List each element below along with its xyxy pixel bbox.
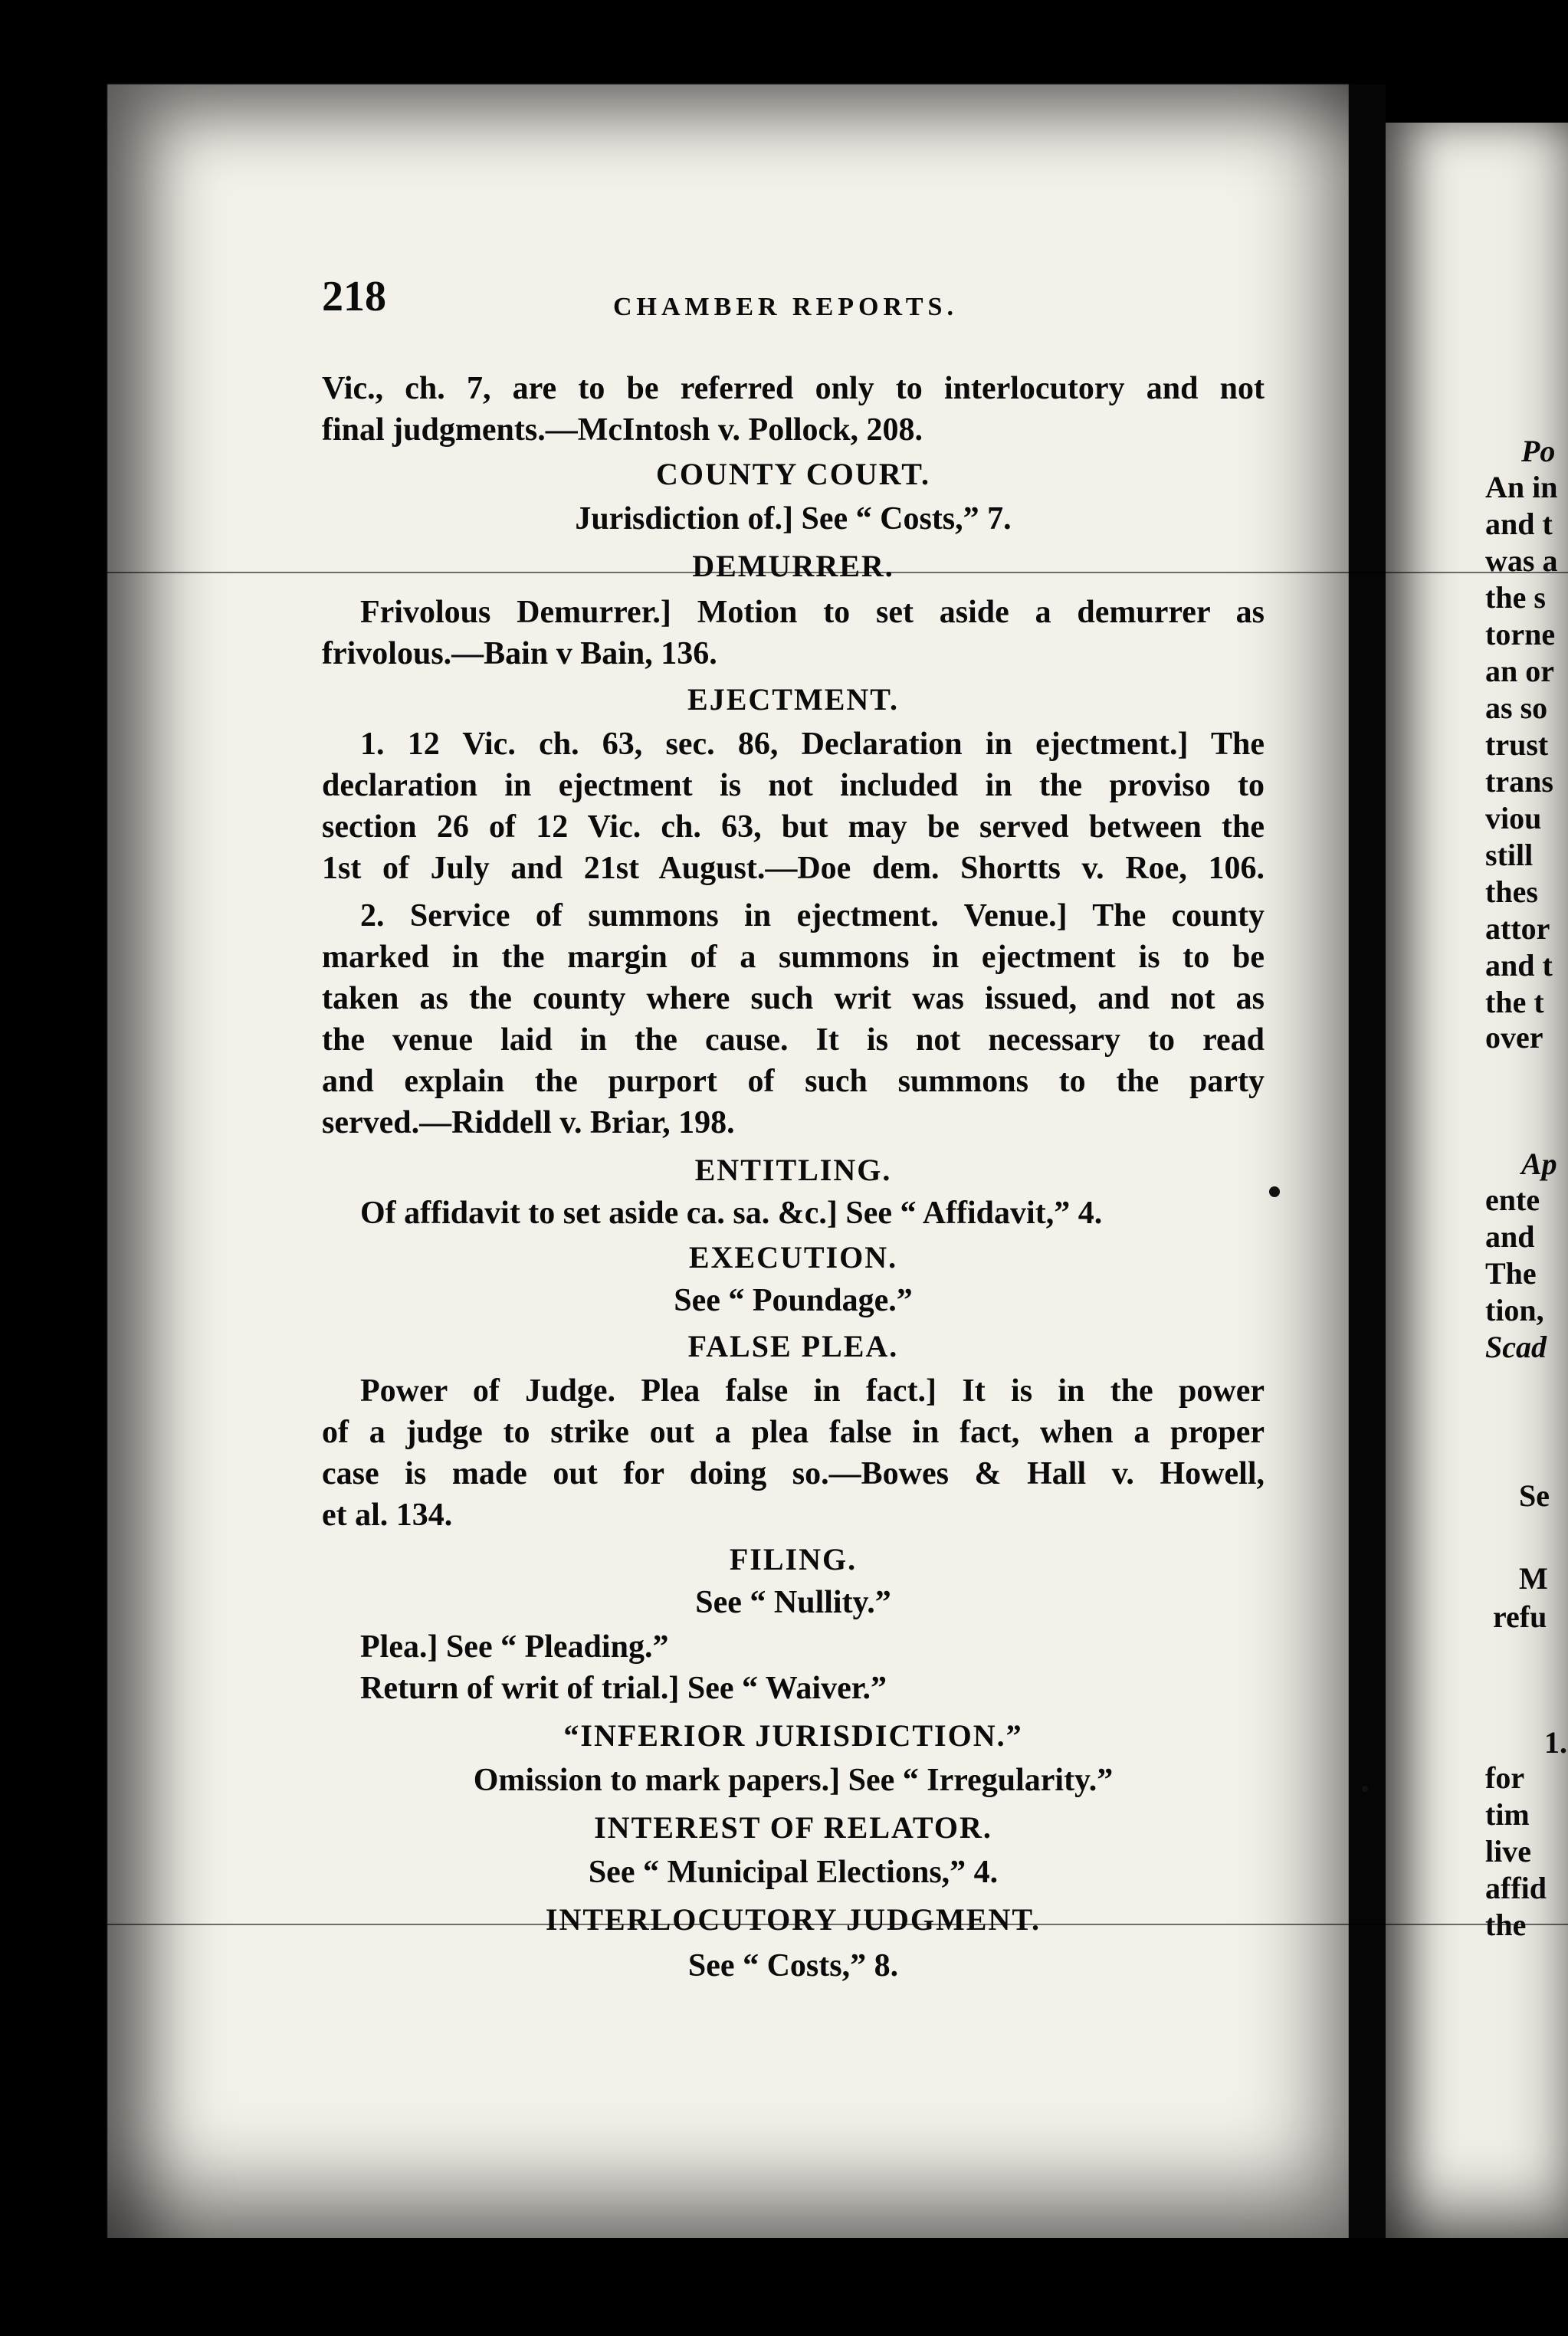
- right-page-line-fragment: refu: [1493, 1599, 1547, 1634]
- text-line: marked in the margin of a summons in ejectment is to be: [322, 940, 1265, 975]
- text-line: Omission to mark papers.] See “ Irregularity.”: [473, 1763, 1114, 1798]
- right-page-line-fragment: an or: [1485, 654, 1554, 688]
- right-page-line-fragment: tim: [1485, 1797, 1530, 1832]
- right-page-line-fragment: and t: [1485, 948, 1553, 983]
- right-page-line-fragment: trans: [1485, 764, 1553, 799]
- text-line: Plea.] See “ Pleading.”: [360, 1629, 669, 1665]
- right-page-line-fragment: Po: [1521, 434, 1556, 468]
- text-line: 1. 12 Vic. ch. 63, sec. 86, Declaration in ejectment.] The: [360, 727, 1265, 762]
- text-line: taken as the county where such writ was issued, and not as: [322, 981, 1265, 1016]
- right-page-line-fragment: for: [1485, 1760, 1525, 1795]
- text-line: Power of Judge. Plea false in fact.] It is in the power: [360, 1373, 1265, 1409]
- right-page-line-fragment: affid: [1485, 1871, 1547, 1905]
- text-line: Return of writ of trial.] See “ Waiver.”: [360, 1671, 887, 1706]
- section-heading: DEMURRER.: [692, 549, 894, 583]
- right-page-line-fragment: over: [1485, 1020, 1543, 1055]
- text-line: and explain the purport of such summons to the party: [322, 1064, 1265, 1099]
- text-line: declaration in ejectment is not included in the proviso to: [322, 768, 1265, 803]
- text-line: section 26 of 12 Vic. ch. 63, but may be served between the: [322, 809, 1265, 845]
- scan-border-top: [0, 0, 1568, 92]
- right-page-line-fragment: the s: [1485, 580, 1546, 615]
- right-page-line-fragment: the t: [1485, 985, 1544, 1019]
- section-heading: EJECTMENT.: [687, 682, 899, 717]
- right-page-line-fragment: and: [1485, 1219, 1535, 1254]
- text-line: case is made out for doing so.—Bowes & Hall v. Howell,: [322, 1456, 1265, 1491]
- text-line: of a judge to strike out a plea false in fact, when a proper: [322, 1415, 1265, 1450]
- text-line: et al. 134.: [322, 1498, 453, 1533]
- ink-speck: [1269, 1186, 1280, 1197]
- section-heading: ENTITLING.: [694, 1153, 892, 1187]
- text-line: Vic., ch. 7, are to be referred only to interlocutory and not: [322, 371, 1265, 406]
- right-page-line-fragment: M: [1519, 1561, 1548, 1596]
- page-number: 218: [322, 273, 386, 320]
- text-line: See “ Costs,” 8.: [687, 1948, 899, 1983]
- right-page-line-fragment: viou: [1485, 801, 1542, 835]
- text-line: served.—Riddell v. Briar, 198.: [322, 1105, 735, 1140]
- text-line: See “ Poundage.”: [674, 1283, 913, 1318]
- right-page-line-fragment: 1.: [1544, 1725, 1567, 1760]
- section-heading: INTEREST OF RELATOR.: [594, 1810, 992, 1845]
- text-line: Jurisdiction of.] See “ Costs,” 7.: [575, 501, 1012, 536]
- section-heading: “INFERIOR JURISDICTION.”: [563, 1718, 1023, 1753]
- right-page-line-fragment: live: [1485, 1834, 1531, 1868]
- text-line: the venue laid in the cause. It is not necessary to read: [322, 1022, 1265, 1058]
- right-page-line-fragment: still: [1485, 838, 1534, 872]
- section-heading: INTERLOCUTORY JUDGMENT.: [545, 1902, 1042, 1937]
- section-heading: COUNTY COURT.: [656, 457, 930, 491]
- text-line: final judgments.—McIntosh v. Pollock, 208.: [322, 412, 923, 448]
- right-page-line-fragment: was a: [1485, 543, 1558, 578]
- right-page-line-fragment: the: [1485, 1908, 1527, 1942]
- right-page-line-fragment: An in: [1485, 470, 1558, 504]
- scan-border-left: [0, 0, 107, 2336]
- right-page-line-fragment: Scad: [1485, 1330, 1547, 1364]
- right-page-line-fragment: thes: [1485, 874, 1538, 909]
- right-page-line-fragment: tion,: [1485, 1293, 1544, 1327]
- text-line: frivolous.—Bain v Bain, 136.: [322, 636, 717, 671]
- right-page-line-fragment: as so: [1485, 691, 1548, 725]
- right-page-line-fragment: and t: [1485, 507, 1553, 541]
- running-head: CHAMBER REPORTS.: [613, 293, 958, 321]
- text-line: See “ Nullity.”: [695, 1585, 891, 1620]
- right-page-line-fragment: ente: [1485, 1183, 1540, 1217]
- right-page-line-fragment: trust: [1485, 727, 1549, 762]
- text-line: 1st of July and 21st August.—Doe dem. Shortts v. Roe, 106.: [322, 851, 1265, 886]
- section-heading: FALSE PLEA.: [687, 1329, 899, 1363]
- scan-border-bottom: [0, 2238, 1568, 2336]
- text-line: See “ Municipal Elections,” 4.: [588, 1855, 999, 1890]
- section-heading: EXECUTION.: [688, 1240, 898, 1275]
- text-line: Frivolous Demurrer.] Motion to set aside a demurrer as: [360, 595, 1265, 630]
- section-heading: FILING.: [729, 1542, 858, 1576]
- ink-speck: [1362, 1786, 1368, 1792]
- right-page-line-fragment: Ap: [1521, 1147, 1557, 1181]
- book-gutter: [1349, 84, 1386, 2307]
- right-page-line-fragment: Se: [1519, 1478, 1550, 1513]
- right-page-line-fragment: attor: [1485, 911, 1550, 946]
- right-page-line-fragment: The: [1485, 1256, 1537, 1291]
- text-line: 2. Service of summons in ejectment. Venue.] The county: [360, 898, 1265, 933]
- text-line: Of affidavit to set aside ca. sa. &c.] See “ Affidavit,” 4.: [360, 1196, 1103, 1231]
- right-page-line-fragment: torne: [1485, 617, 1556, 651]
